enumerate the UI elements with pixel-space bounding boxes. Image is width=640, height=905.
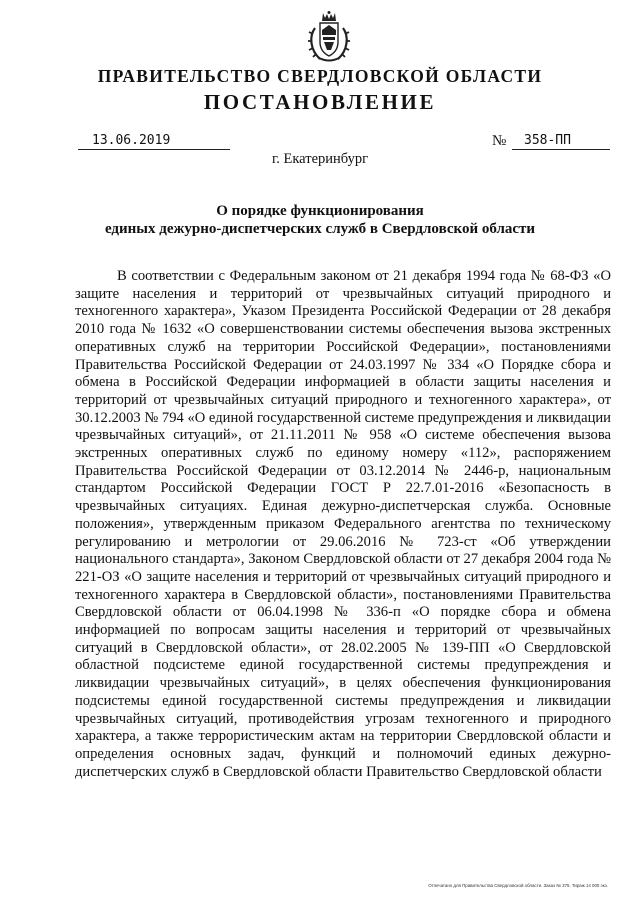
document-title-line-2: единых дежурно-диспетчерских служб в Свердловской области [104,221,536,237]
body-paragraph: В соответствии с Федеральным законом от 21 декабря 1994 года № 68-ФЗ «О защите населения и территорий от чрезвычайных ситуаций природного и техногенного характера», Указом Президента Российской Федерации от 28 декабря 2010 года № 1632 «О совершенствовании системы обеспечения вызова экстренных оперативных служб на территории Российской Федерации», постановлениями Правительства Российской Федерации от 24.03.1997 № 334 «О Порядке сбора и обмена в Российской Федерации информацией в области защиты населения и территорий от чрезвычайных ситуаций природного и техногенного характера», от 30.12.2003 № 794 «О единой государственной системе предупреждения и ликвидации чрезвычайных ситуаций», от 21.11.2011 № 958 «О системе обеспечения вызова экстренных оперативных служб по единому номеру «112», распоряжением Правительства Российской Федерации от 03.12.2014 № 2446-р, национальным стандартом Российской Федерации ГОСТ Р 22.7.01-2016 «Безопасность в чрезвычайных ситуациях. Единая дежурно-диспетчерская служба. Основные положения», утвержденным приказом Федерального агентства по техническому регулированию и метрологии от 29.06.2016 № 723-ст «Об утверждении национального стандарта», Законом Свердловской области от 27 декабря 2004 года № 221-ОЗ «О защите населения и территорий от чрезвычайных ситуаций природного и техногенного характера в Свердловской области», постановлениями Правительства Свердловской области от 06.04.1998 № 336-п «О порядке сбора и обмена информацией по вопросам защиты населения и территорий от чрезвычайных ситуаций в Свердловской области», от 28.02.2005 № 139-ПП «О Свердловской областной подсистеме единой государственной системы предупреждения и ликвидации чрезвычайных ситуаций», в целях обеспечения функционирования подсистемы единой государственной системы предупреждения и ликвидации чрезвычайных ситуаций, противодействия угрозам техногенного и природного характера, а также террористическим актам на территории Свердловской области и определения основных задач, функций и полномочий единых дежурно-диспетчерских служб в Свердловской области Правительство Свердловской области [75,268,611,780]
document-title-line-1: О порядке функционирования [216,203,424,219]
document-date: 13.06.2019 [78,133,230,150]
document-title [0,202,640,238]
document-type: ПОСТАНОВЛЕНИЕ [203,90,437,114]
document-number: 358-ПП [512,133,610,150]
government-title: ПРАВИТЕЛЬСТВО СВЕРДЛОВСКОЙ ОБЛАСТИ [97,66,543,86]
coat-of-arms-icon [307,10,351,64]
number-sign: № [492,133,507,149]
print-note: Отпечатано для Правительства Свердловской области. Заказ № 375. Тираж 14 000 экз. [428,883,608,888]
city: г. Екатеринбург [271,151,369,167]
